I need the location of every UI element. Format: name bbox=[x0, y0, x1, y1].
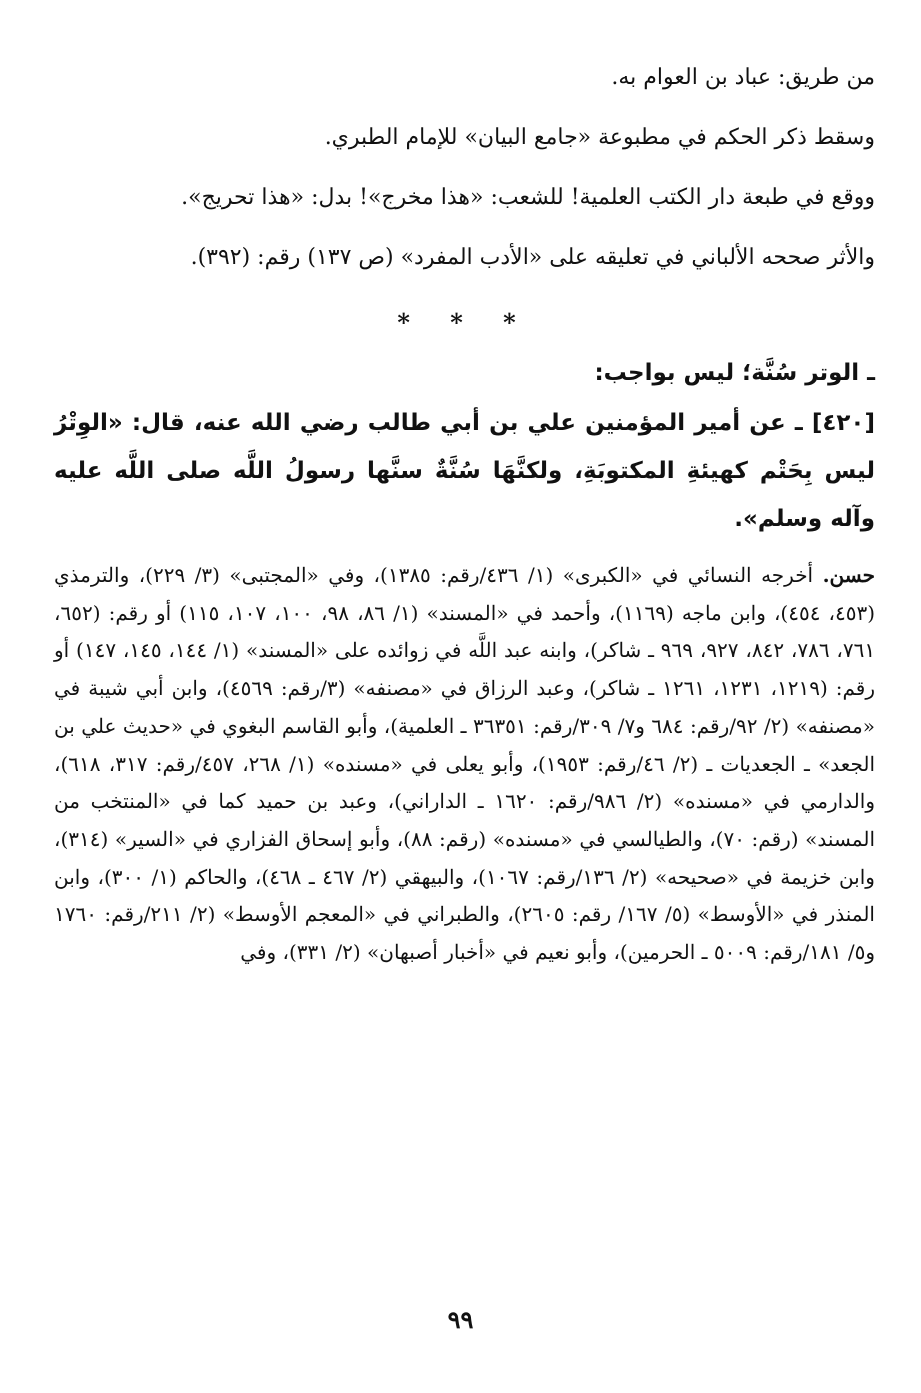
page-number: ٩٩ bbox=[447, 1305, 474, 1334]
takhrij-paragraph bbox=[54, 557, 875, 972]
section-heading: ـ الوتر سُنَّة؛ ليس بواجب: bbox=[594, 360, 875, 386]
section-separator: * * * bbox=[397, 308, 532, 337]
intro-paragraph-2: وسقط ذكر الحكم في مطبوعة «جامع البيان» للإمام الطبري. bbox=[324, 125, 875, 150]
intro-paragraph-3: ووقع في طبعة دار الكتب العلمية! للشعب: «هذا مخرج»! بدل: «هذا تحريج». bbox=[181, 185, 875, 210]
takhrij-text: أخرجه النسائي في «الكبرى» (١/ ٤٣٦/رقم: ١٣٨٥)، وفي «المجتبى» (٣/ ٢٢٩)، والترمذي (٤٥٣، ٤٥٤)، وابن ماجه (١١٦٩)، وأحمد في «المسند» (١/ ٨٦، ٩٨، ١٠٠، ١٠٧، ١١٥) أو رقم: (٦٥٢، ٧٦١، ٧٨٦، ٨٤٢، ٩٢٧، ٩٦٩ ـ شاكر)، وابنه عبد اللَّه في زوائده على «المسند» (١/ ١٤٤، ١٤٥، ١٤٧) أو رقم: (١٢١٩، ١٢٣١، ١٢٦١ ـ شاكر)، وعبد الرزاق في «مصنفه» (٣/رقم: ٤٥٦٩)، وابن أبي شيبة في «مصنفه» (٢/ ٩٢/رقم: ٦٨٤ و٧/ ٣٠٩/رقم: ٣٦٣٥١ ـ العلمية)، وأبو القاسم البغوي في «حديث علي بن الجعد» ـ الجعديات ـ (٢/ ٤٦/رقم: ١٩٥٣)، وأبو يعلى في «مسنده» (١/ ٢٦٨، ٤٥٧/رقم: ٣١٧، ٦١٨)، والدارمي في «مسنده» (٢/ ٩٨٦/رقم: ١٦٢٠ ـ الداراني)، وعبد بن حميد كما في «المنتخب من المسند» (رقم: ٧٠)، والطيالسي في «مسنده» (رقم: ٨٨)، وأبو إسحاق الفزاري في «السير» (٣١٤)، وابن خزيمة في «صحيحه» (٢/ ١٣٦/رقم: ١٠٦٧)، والبيهقي (٢/ ٤٦٧ ـ ٤٦٨)، والحاكم (١/ ٣٠٠)، وابن المنذر في «الأوسط» (٥/ ١٦٧/ رقم: ٢٦٠٥)، والطبراني في «المعجم الأوسط» (٢/ ٢١١/رقم: ١٧٦٠ و٥/ ١٨١/رقم: ٥٠٠٩ ـ الحرمين)، وأبو نعيم في «أخبار أصبهان» (٢/ ٣٣١)، وفي bbox=[54, 563, 876, 965]
hadith-grade: حسن. bbox=[822, 563, 875, 587]
intro-paragraph-4: والأثر صححه الألباني في تعليقه على «الأدب المفرد» (ص ١٣٧) رقم: (٣٩٢). bbox=[190, 245, 875, 270]
intro-paragraph-1: من طريق: عباد بن العوام به. bbox=[611, 65, 875, 90]
hadith-text: [٤٢٠] ـ عن أمير المؤمنين علي بن أبي طالب رضي الله عنه، قال: «الوِتْرُ ليس بِحَتْم كهيئةِ المكتوبَةِ، ولكنَّهَا سُنَّةٌ سنَّها رسولُ اللَّه صلى اللَّه عليه وآله وسلم». bbox=[54, 410, 875, 532]
